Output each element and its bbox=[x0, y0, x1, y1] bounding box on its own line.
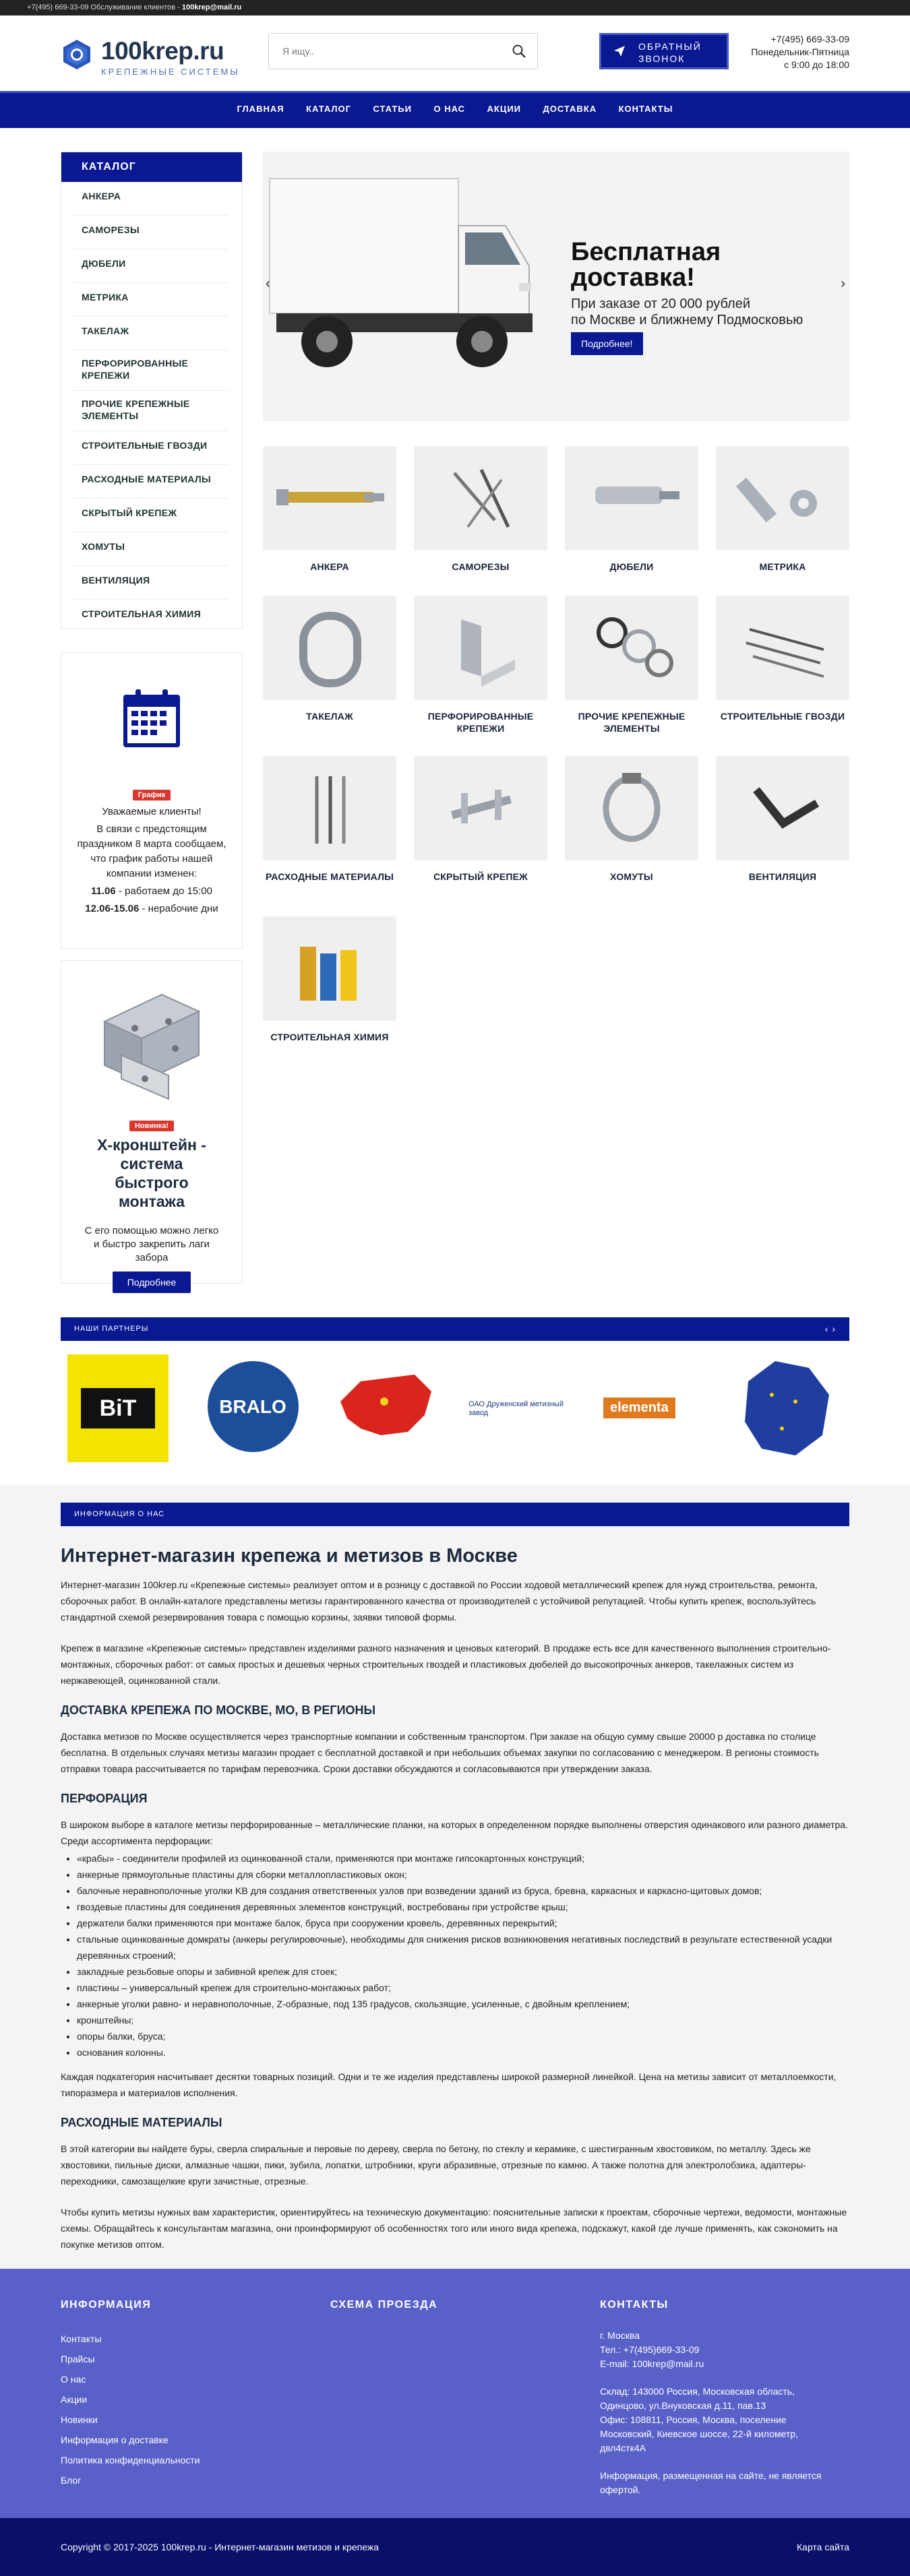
sidebar-item[interactable]: СКРЫТЫЙ КРЕПЕЖ bbox=[73, 499, 229, 532]
vent-bracket-image bbox=[716, 756, 849, 860]
sidebar-item[interactable]: ВЕНТИЛЯЦИЯ bbox=[73, 566, 229, 600]
anchor-bolt-image bbox=[263, 446, 396, 551]
europe-map-image bbox=[735, 1354, 836, 1462]
schedule-line-1-date: 11.06 bbox=[90, 885, 116, 897]
sidebar-catalog bbox=[61, 152, 243, 629]
product-image[interactable] bbox=[414, 446, 547, 551]
novelty-badge: Новинка! bbox=[129, 1121, 174, 1131]
footer-link[interactable]: Политика конфиденциальности bbox=[61, 2455, 200, 2465]
list-item: • держатели балки применяются при монтаже балок, бруса при сооружении кровель, деревянных перекрытий; bbox=[77, 1915, 849, 1931]
product-image[interactable] bbox=[414, 596, 547, 700]
nav-catalog[interactable]: КАТАЛОГ bbox=[306, 104, 351, 114]
list-item: • закладные резьбовые опоры и забивной крепеж для стоек; bbox=[77, 1964, 849, 1980]
product-card-screws[interactable] bbox=[414, 446, 547, 588]
truck-image bbox=[263, 165, 553, 408]
schedule-line-2-text: - нерабочие дни bbox=[142, 903, 218, 914]
list-item: • опоры балки, бруса; bbox=[77, 2028, 849, 2044]
nails-image bbox=[716, 596, 849, 700]
consumables-heading: РАСХОДНЫЕ МАТЕРИАЛЫ bbox=[61, 2116, 222, 2129]
header-hours-days: Понедельник-Пятница bbox=[751, 46, 849, 57]
closing-paragraph: Чтобы купить метизы нужных вам характеристик, ориентируйтесь на техническую документацию: пояснительные записки к проектам, сборочные чертежи, ведомости, монтажные схемы. Обращайтесь к консультантам магазина, они проинформируют об особенностях того или иного вида крепежа, подскажут, какой где лучше применять, как сэкономить на покупке метизов оптом. bbox=[61, 2207, 847, 2250]
logo-name: 100krep.ru bbox=[101, 37, 224, 65]
nav-contacts[interactable]: КОНТАКТЫ bbox=[618, 104, 673, 114]
product-card-consumables[interactable] bbox=[263, 756, 396, 898]
paper-plane-icon bbox=[613, 45, 626, 57]
topbar-service: Обслуживание клиентов - bbox=[90, 3, 180, 11]
product-image[interactable] bbox=[414, 756, 547, 860]
hero-banner bbox=[263, 152, 849, 421]
callback-label-2: ЗВОНОК bbox=[638, 53, 686, 64]
partners-arrows[interactable]: ‹ › bbox=[824, 1323, 836, 1334]
product-card-other-fasteners[interactable] bbox=[565, 596, 698, 737]
sidebar-item[interactable]: САМОРЕЗЫ bbox=[73, 216, 229, 249]
list-item: • гвоздевые пластины для соединения деревянных элементов конструкций, востребованы при устройстве крыш; bbox=[77, 1899, 849, 1915]
nav-delivery[interactable]: ДОСТАВКА bbox=[543, 104, 597, 114]
product-card-rigging[interactable] bbox=[263, 596, 396, 737]
product-label[interactable]: МЕТРИКА bbox=[759, 561, 806, 572]
partner-logo-china[interactable] bbox=[334, 1354, 435, 1462]
list-item: • анкерные прямоугольные пластины для сборки металлопластиковых окон; bbox=[77, 1866, 849, 1883]
nav-promotions[interactable]: АКЦИИ bbox=[487, 104, 522, 114]
partner-logo-druzhensky[interactable] bbox=[468, 1354, 576, 1462]
product-label[interactable]: ПРОЧИЕ КРЕПЕЖНЫЕ ЭЛЕМЕНТЫ bbox=[578, 711, 686, 734]
perforation-list bbox=[61, 1850, 849, 2061]
logo-nut-icon bbox=[61, 38, 93, 71]
schedule-text: В связи с предстоящим праздником 8 марта сообщаем, что график работы нашей компании изменен: bbox=[77, 823, 226, 879]
product-card-anchors[interactable] bbox=[263, 446, 396, 588]
search-placeholder: Я ищу.. bbox=[282, 46, 314, 57]
callback-label-1: ОБРАТНЫЙ bbox=[638, 41, 702, 52]
product-card-chemistry[interactable] bbox=[263, 916, 396, 1058]
hose-clamp-image bbox=[565, 756, 698, 860]
angle-bracket-image bbox=[414, 596, 547, 700]
search-icon[interactable] bbox=[512, 44, 526, 59]
header-contacts bbox=[748, 33, 849, 71]
topbar-phone[interactable]: +7(495) 669-33-09 bbox=[27, 3, 89, 11]
drills-image bbox=[263, 756, 396, 860]
footer bbox=[0, 2269, 910, 2518]
perforation-paragraph: В широком выборе в каталоге метизы перфорированные – металлические планки, на которых в определенном порядке выполнены отверстия одинакового или разного диаметра. Среди ассортимента перфорации: bbox=[61, 1819, 848, 1846]
schedule-widget bbox=[61, 652, 243, 949]
banner-prev-arrow[interactable]: ‹ bbox=[266, 276, 270, 291]
sidebar-item[interactable]: ДЮБЕЛИ bbox=[73, 249, 229, 283]
sealant-cans-image bbox=[263, 916, 396, 1021]
product-image[interactable] bbox=[565, 446, 698, 551]
list-item: • стальные оцинкованные домкраты (анкеры регулировочные), необходимы для снижения рисков возникновения негативных последствий в результате естественной усадки деревянных строений; bbox=[77, 1931, 849, 1964]
product-label[interactable]: ВЕНТИЛЯЦИЯ bbox=[748, 871, 817, 882]
product-card-hidden[interactable] bbox=[414, 756, 547, 898]
perforation-heading: ПЕРФОРАЦИЯ bbox=[61, 1792, 148, 1805]
schedule-line-2 bbox=[61, 902, 242, 916]
x-bracket-image bbox=[81, 974, 222, 1116]
footer-link[interactable]: Акции bbox=[61, 2394, 88, 2405]
product-card-perforated[interactable] bbox=[414, 596, 547, 737]
product-label[interactable]: РАСХОДНЫЕ МАТЕРИАЛЫ bbox=[265, 871, 394, 882]
screws-image bbox=[414, 446, 547, 551]
product-card-clamps[interactable] bbox=[565, 756, 698, 898]
footer-link[interactable]: Блог bbox=[61, 2475, 82, 2486]
product-image[interactable] bbox=[565, 756, 698, 860]
about-title: Интернет-магазин крепежа и метизов в Москве bbox=[61, 1545, 518, 1567]
delivery-heading: ДОСТАВКА КРЕПЕЖА ПО МОСКВЕ, МО, В РЕГИОНЫ bbox=[61, 1703, 376, 1717]
china-map-image bbox=[334, 1354, 435, 1462]
footer-note: Информация, размещенная на сайте, не является офертой. bbox=[600, 2470, 822, 2495]
callback-button[interactable] bbox=[599, 33, 729, 69]
schedule-badge: График bbox=[133, 790, 171, 800]
footer-warehouse: Склад: 143000 Россия, Московская область, Одинцово, ул.Внуковская д.11, пав.13 bbox=[600, 2386, 795, 2411]
schedule-greeting: Уважаемые клиенты! bbox=[102, 806, 202, 817]
product-label[interactable]: АНКЕРА bbox=[310, 561, 349, 572]
footer-contacts-column bbox=[600, 2299, 849, 2497]
sidebar-item[interactable]: СТРОИТЕЛЬНАЯ ХИМИЯ bbox=[82, 608, 201, 619]
banner-title bbox=[571, 239, 721, 290]
footer-phone[interactable]: Тел.: +7(495)669-33-09 bbox=[600, 2344, 700, 2355]
partners-header bbox=[61, 1317, 849, 1341]
list-item: • балочные неравнополочные уголки KB для создания ответственных узлов при возведении зданий из бруса, бревна, каркасных и каркасно-щитовых домов; bbox=[77, 1883, 849, 1899]
header-hours-time: с 9:00 до 18:00 bbox=[784, 59, 849, 70]
sidebar-item[interactable]: АНКЕРА bbox=[73, 182, 229, 216]
novelty-widget bbox=[61, 960, 243, 1288]
product-image[interactable] bbox=[263, 756, 396, 860]
main-nav bbox=[0, 91, 910, 128]
banner-text bbox=[571, 296, 803, 328]
novelty-more-button[interactable]: Подробнее bbox=[113, 1271, 191, 1293]
sidebar-item[interactable]: ПРОЧИЕ КРЕПЕЖНЫЕ ЭЛЕМЕНТЫ bbox=[73, 391, 229, 431]
banner-title-line-1: Бесплатная bbox=[571, 238, 721, 266]
footer-map-column bbox=[330, 2299, 566, 2329]
top-bar bbox=[0, 0, 910, 15]
partner-logo-text: elementa bbox=[603, 1397, 675, 1418]
product-label[interactable]: СКРЫТЫЙ КРЕПЕЖ bbox=[433, 871, 528, 882]
topbar-email[interactable]: 100krep@mail.ru bbox=[181, 3, 242, 11]
nav-home[interactable]: ГЛАВНАЯ bbox=[237, 104, 284, 114]
sidebar-item[interactable]: РАСХОДНЫЕ МАТЕРИАЛЫ bbox=[73, 465, 229, 499]
product-label[interactable]: ТАКЕЛАЖ bbox=[306, 711, 353, 722]
product-label[interactable]: САМОРЕЗЫ bbox=[452, 561, 510, 572]
product-image[interactable] bbox=[263, 446, 396, 551]
sidebar-item[interactable]: ПЕРФОРИРОВАННЫЕ КРЕПЕЖИ bbox=[73, 350, 229, 391]
nav-articles[interactable]: СТАТЬИ bbox=[373, 104, 413, 114]
schedule-line-1 bbox=[61, 884, 242, 899]
list-item: • «крабы» - соединители профилей из оцинкованной стали, применяются при монтаже гипсокартонных конструкций; bbox=[77, 1850, 849, 1866]
perforation-summary: Каждая подкатегория насчитывает десятки товарных позиций. Одни и те же изделия представлены широкой размерной линейкой. Цена на метизы зависит от металлоемкости, типоразмера и материалов исполнения. bbox=[61, 2071, 837, 2098]
partner-logo-europe[interactable] bbox=[735, 1354, 836, 1462]
sidebar-title: КАТАЛОГ bbox=[61, 152, 242, 182]
copyright: Copyright © 2017-2025 100krep.ru - Интернет-магазин метизов и крепежа bbox=[61, 2542, 379, 2552]
bottom-bar bbox=[0, 2518, 910, 2576]
banner-title-line-2: доставка! bbox=[571, 263, 695, 292]
product-card-metric[interactable] bbox=[716, 446, 849, 588]
about-section bbox=[0, 1486, 910, 2269]
list-item: • основания колонны. bbox=[77, 2044, 849, 2061]
about-paragraph: Интернет-магазин 100krep.ru «Крепежные системы» реализует оптом и в розницу с доставкой по России ходовой металлический крепеж для нужд строительства, ремонта, сборочных работ. В онлайн-каталоге представлены метизы гарантированного качества от производителей с устойчивой репутацией. Чтобы купить крепеж, воспользуйтесь стандартной схемой резервирования товара с помощью корзины, заявки типовой формы. bbox=[61, 1579, 818, 1623]
product-card-dowels[interactable] bbox=[565, 446, 698, 588]
footer-contacts-title: КОНТАКТЫ bbox=[600, 2299, 669, 2311]
product-image[interactable] bbox=[716, 596, 849, 700]
header-phone[interactable]: +7(495) 669-33-09 bbox=[770, 34, 849, 44]
partner-logo-text: BRALO bbox=[208, 1361, 299, 1452]
sidebar-item[interactable]: ХОМУТЫ bbox=[73, 532, 229, 566]
product-card-ventilation[interactable] bbox=[716, 756, 849, 898]
partner-logo-bralo[interactable] bbox=[206, 1354, 300, 1462]
nav-about[interactable]: О НАС bbox=[433, 104, 466, 114]
footer-map-title: СХЕМА ПРОЕЗДА bbox=[330, 2299, 438, 2311]
partner-logo-bit[interactable] bbox=[67, 1354, 169, 1462]
sidebar-item[interactable]: МЕТРИКА bbox=[73, 283, 229, 317]
product-label[interactable]: ДЮБЕЛИ bbox=[609, 561, 654, 572]
sidebar-item[interactable]: ТАКЕЛАЖ bbox=[73, 317, 229, 350]
schedule-line-2-date: 12.06-15.06 bbox=[85, 903, 140, 914]
search-input[interactable] bbox=[268, 33, 538, 69]
product-label[interactable]: ХОМУТЫ bbox=[610, 871, 653, 882]
clamps-image bbox=[565, 596, 698, 700]
partners-title: НАШИ ПАРТНЕРЫ bbox=[74, 1325, 149, 1333]
schedule-line-1-text: - работаем до 15:00 bbox=[118, 885, 212, 897]
footer-link[interactable]: О нас bbox=[61, 2374, 86, 2385]
product-label[interactable]: ПЕРФОРИРОВАННЫЕ КРЕПЕЖИ bbox=[427, 711, 534, 734]
footer-link[interactable]: Контакты bbox=[61, 2333, 102, 2344]
logo[interactable] bbox=[61, 32, 243, 79]
novelty-text: С его помощью можно легко и быстро закрепить лаги забора bbox=[84, 1225, 219, 1263]
carabiner-image bbox=[263, 596, 396, 700]
hidden-fastener-image bbox=[414, 756, 547, 860]
product-card-nails[interactable] bbox=[716, 596, 849, 737]
sitemap-link[interactable]: Карта сайта bbox=[797, 2542, 849, 2552]
delivery-paragraph: Доставка метизов по Москве осуществляется через транспортные компании и собственным транспортом. При заказе на общую сумму свыше 20000 р доставка по столице бесплатна. В отдельных случаях метизы магазин продает с бесплатной доставкой и при небольших объемах закупки по согласованию с менеджером. В регионы стоимость отправки товара рассчитывается по тарифам перевозчика. Сроки доставки обсуждаются и согласовываются при утверждении заказа. bbox=[61, 1731, 819, 1774]
partner-logo-elementa[interactable] bbox=[603, 1354, 711, 1462]
footer-info-column bbox=[61, 2299, 297, 2490]
banner-text-line-1: При заказе от 20 000 рублей bbox=[571, 296, 751, 311]
header bbox=[0, 15, 910, 91]
bolt-nut-image bbox=[716, 446, 849, 551]
logo-subtitle: КРЕПЕЖНЫЕ СИСТЕМЫ bbox=[101, 67, 240, 77]
product-image[interactable] bbox=[263, 916, 396, 1021]
footer-city: г. Москва bbox=[600, 2330, 640, 2341]
consumables-paragraph: В этой категории вы найдете буры, сверла спиральные и перовые по дереву, сверла по бетону, по стеклу и керамике, с шестигранным хвостовиком, по металлу. Здесь же хвостовики, пильные диски, алмазные чашки, пики, зубила, лопатки, штробники, круги абразивные, отрезные по камню. А также полотна для электролобзика, адаптеры-переходники, самозащелкие круги зачистные, отрезные. bbox=[61, 2143, 811, 2187]
product-image[interactable] bbox=[716, 446, 849, 551]
footer-email[interactable]: E-mail: 100krep@mail.ru bbox=[600, 2358, 704, 2369]
footer-link[interactable]: Новинки bbox=[61, 2414, 98, 2425]
product-label[interactable]: СТРОИТЕЛЬНЫЕ ГВОЗДИ bbox=[720, 711, 845, 722]
footer-info-title: ИНФОРМАЦИЯ bbox=[61, 2299, 152, 2311]
novelty-title: Х-кронштейн - система быстрого монтажа bbox=[97, 1136, 206, 1210]
list-item: • анкерные уголки равно- и неравнополочные, Z-образные, под 135 градусов, скользящие, усиленные, с двойным креплением; bbox=[77, 1996, 849, 2012]
partner-logo-text: BiT bbox=[81, 1388, 155, 1428]
about-paragraph: Крепеж в магазине «Крепежные системы» представлен изделиями разного назначения и ценовых категорий. В продаже есть все для качественного выполнения строительно-монтажных, сборочных работ: от самых простых и дешевых черных строительных гвоздей и пластиковых дюбелей до высокопрочных анкеров, такелажных систем из нержавеющей, оцинкованной стали. bbox=[61, 1643, 831, 1686]
partner-logo-text: ОАО Друженский метизный завод bbox=[468, 1400, 564, 1417]
list-item: • пластины – универсальный крепеж для строительно-монтажных работ; bbox=[77, 1980, 849, 1996]
footer-link[interactable]: Информация о доставке bbox=[61, 2434, 169, 2445]
footer-office: Офис: 108811, Россия, Москва, поселение Московский, Киевское шоссе, 22-й километр, двл4стк4А bbox=[600, 2414, 798, 2453]
product-image[interactable] bbox=[263, 596, 396, 700]
product-image[interactable] bbox=[565, 596, 698, 700]
about-header: ИНФОРМАЦИЯ О НАС bbox=[61, 1503, 849, 1526]
product-image[interactable] bbox=[716, 756, 849, 860]
banner-next-arrow[interactable]: › bbox=[841, 276, 845, 291]
footer-link[interactable]: Прайсы bbox=[61, 2354, 95, 2364]
product-label[interactable]: СТРОИТЕЛЬНАЯ ХИМИЯ bbox=[270, 1032, 389, 1042]
dowels-image bbox=[565, 446, 698, 551]
calendar-icon bbox=[119, 687, 184, 751]
partners-carousel bbox=[61, 1354, 849, 1462]
sidebar-item[interactable]: СТРОИТЕЛЬНЫЕ ГВОЗДИ bbox=[73, 431, 229, 465]
banner-text-line-2: по Москве и ближнему Подмосковью bbox=[571, 313, 803, 327]
list-item: • кронштейны; bbox=[77, 2012, 849, 2028]
banner-more-button[interactable]: Подробнее! bbox=[571, 332, 643, 355]
